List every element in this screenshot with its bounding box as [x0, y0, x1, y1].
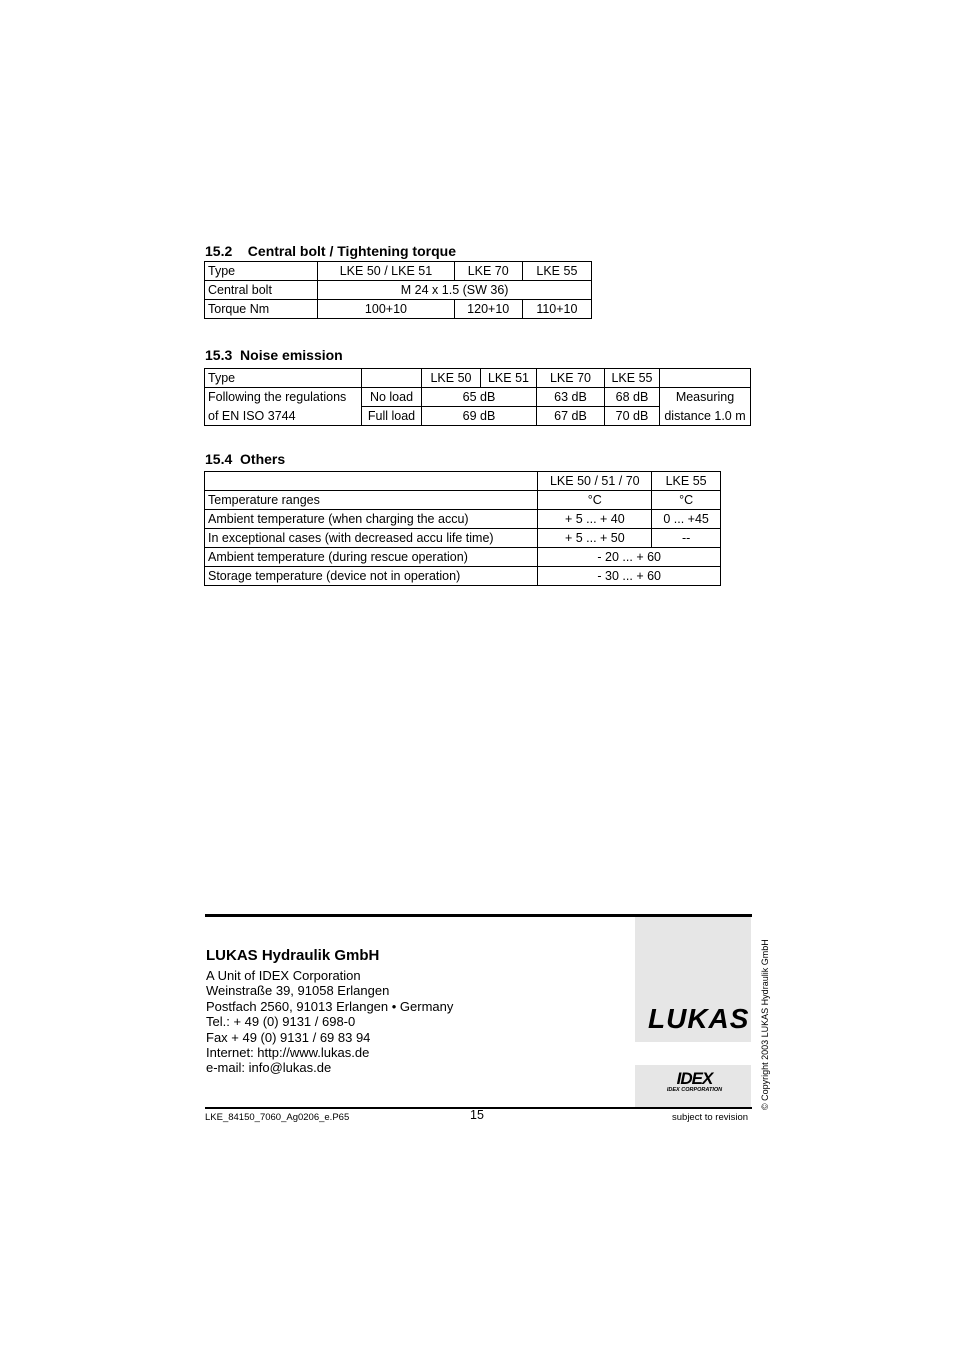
address-line: Weinstraße 39, 91058 Erlangen [206, 983, 390, 999]
table-cell: LKE 55 [522, 262, 591, 281]
section-15-2-title: 15.2 Central bolt / Tightening torque [205, 243, 456, 259]
idex-logo [662, 1070, 727, 1094]
table-cell: Type [205, 369, 362, 388]
table-cell: Torque Nm [205, 300, 318, 319]
table-row [205, 567, 721, 586]
page-number: 15 [470, 1108, 484, 1122]
table-cell: + 5 ... + 50 [538, 529, 652, 548]
table-cell: - 20 ... + 60 [538, 548, 721, 567]
table-row [205, 491, 721, 510]
table-cell: -- [652, 529, 721, 548]
address-line: A Unit of IDEX Corporation [206, 968, 361, 983]
table-cell [205, 472, 538, 491]
address-line: e-mail: info@lukas.de [206, 1060, 332, 1076]
table-cell: 67 dB [537, 407, 605, 426]
table-cell: Measuring [660, 388, 751, 407]
table-cell: 110+10 [522, 300, 591, 319]
table-cell: - 30 ... + 60 [538, 567, 721, 586]
idex-logo-text: IDEX [676, 1069, 713, 1088]
table-cell: 65 dB [422, 388, 537, 407]
table-cell: Storage temperature (device not in operation) [205, 567, 538, 586]
idex-logo-subtext: IDEX CORPORATION [666, 1087, 723, 1093]
table-cell: LKE 70 [454, 262, 522, 281]
table-cell [362, 369, 422, 388]
table-cell: 0 ... +45 [652, 510, 721, 529]
table-cell: distance 1.0 m [660, 407, 751, 426]
table-cell: LKE 70 [537, 369, 605, 388]
table-row [205, 300, 592, 319]
table-cell: + 5 ... + 40 [538, 510, 652, 529]
table-row [205, 262, 592, 281]
revision-note: subject to revision [672, 1112, 749, 1123]
section-15-3-title: 15.3 Noise emission [205, 347, 343, 363]
table-cell [660, 369, 751, 388]
document-code: LKE_84150_7060_Ag0206_e.P65 [205, 1112, 350, 1123]
table-cell: Ambient temperature (during rescue operation) [205, 548, 538, 567]
lukas-logo: LUKAS [648, 1003, 750, 1034]
central-bolt-table [204, 261, 592, 319]
table-row [205, 510, 721, 529]
table-cell: Ambient temperature (when charging the accu) [205, 510, 538, 529]
company-name: LUKAS Hydraulik GmbH [206, 947, 380, 964]
table-cell: 68 dB [605, 388, 660, 407]
table-cell: 70 dB [605, 407, 660, 426]
table-row [205, 407, 751, 426]
table-cell: LKE 55 [652, 472, 721, 491]
address-line: Internet: http://www.lukas.de [206, 1045, 370, 1061]
table-cell: Full load [362, 407, 422, 426]
table-cell: 100+10 [318, 300, 454, 319]
table-cell: No load [362, 388, 422, 407]
copyright-notice: © Copyright 2003 LUKAS Hydraulik GmbH [760, 939, 770, 1110]
table-cell: 69 dB [422, 407, 537, 426]
address-line: Fax + 49 (0) 9131 / 69 83 94 [206, 1029, 371, 1045]
table-cell: LKE 51 [481, 369, 537, 388]
table-cell: Temperature ranges [205, 491, 538, 510]
table-cell: LKE 50 / 51 / 70 [538, 472, 652, 491]
table-row [205, 369, 751, 388]
table-cell: In exceptional cases (with decreased accu life time) [205, 529, 538, 548]
table-cell: LKE 50 / LKE 51 [318, 262, 454, 281]
address-line: Tel.: + 49 (0) 9131 / 698-0 [206, 1014, 356, 1030]
table-row [205, 548, 721, 567]
table-cell: M 24 x 1.5 (SW 36) [318, 281, 592, 300]
table-cell: 63 dB [537, 388, 605, 407]
table-cell: Following the regulations [205, 388, 362, 407]
table-row [205, 281, 592, 300]
table-cell: Central bolt [205, 281, 318, 300]
table-cell: °C [652, 491, 721, 510]
table-cell: of EN ISO 3744 [205, 407, 362, 426]
table-row [205, 529, 721, 548]
table-cell: °C [538, 491, 652, 510]
table-cell: LKE 55 [605, 369, 660, 388]
table-cell: Type [205, 262, 318, 281]
table-cell: 120+10 [454, 300, 522, 319]
table-row [205, 388, 751, 407]
address-line: Postfach 2560, 91013 Erlangen • Germany [206, 998, 454, 1014]
section-15-4-title: 15.4 Others [205, 451, 286, 467]
table-row [205, 472, 721, 491]
company-address [206, 947, 453, 1076]
noise-emission-table [204, 368, 751, 426]
table-cell: LKE 50 [422, 369, 481, 388]
others-table [204, 471, 721, 586]
